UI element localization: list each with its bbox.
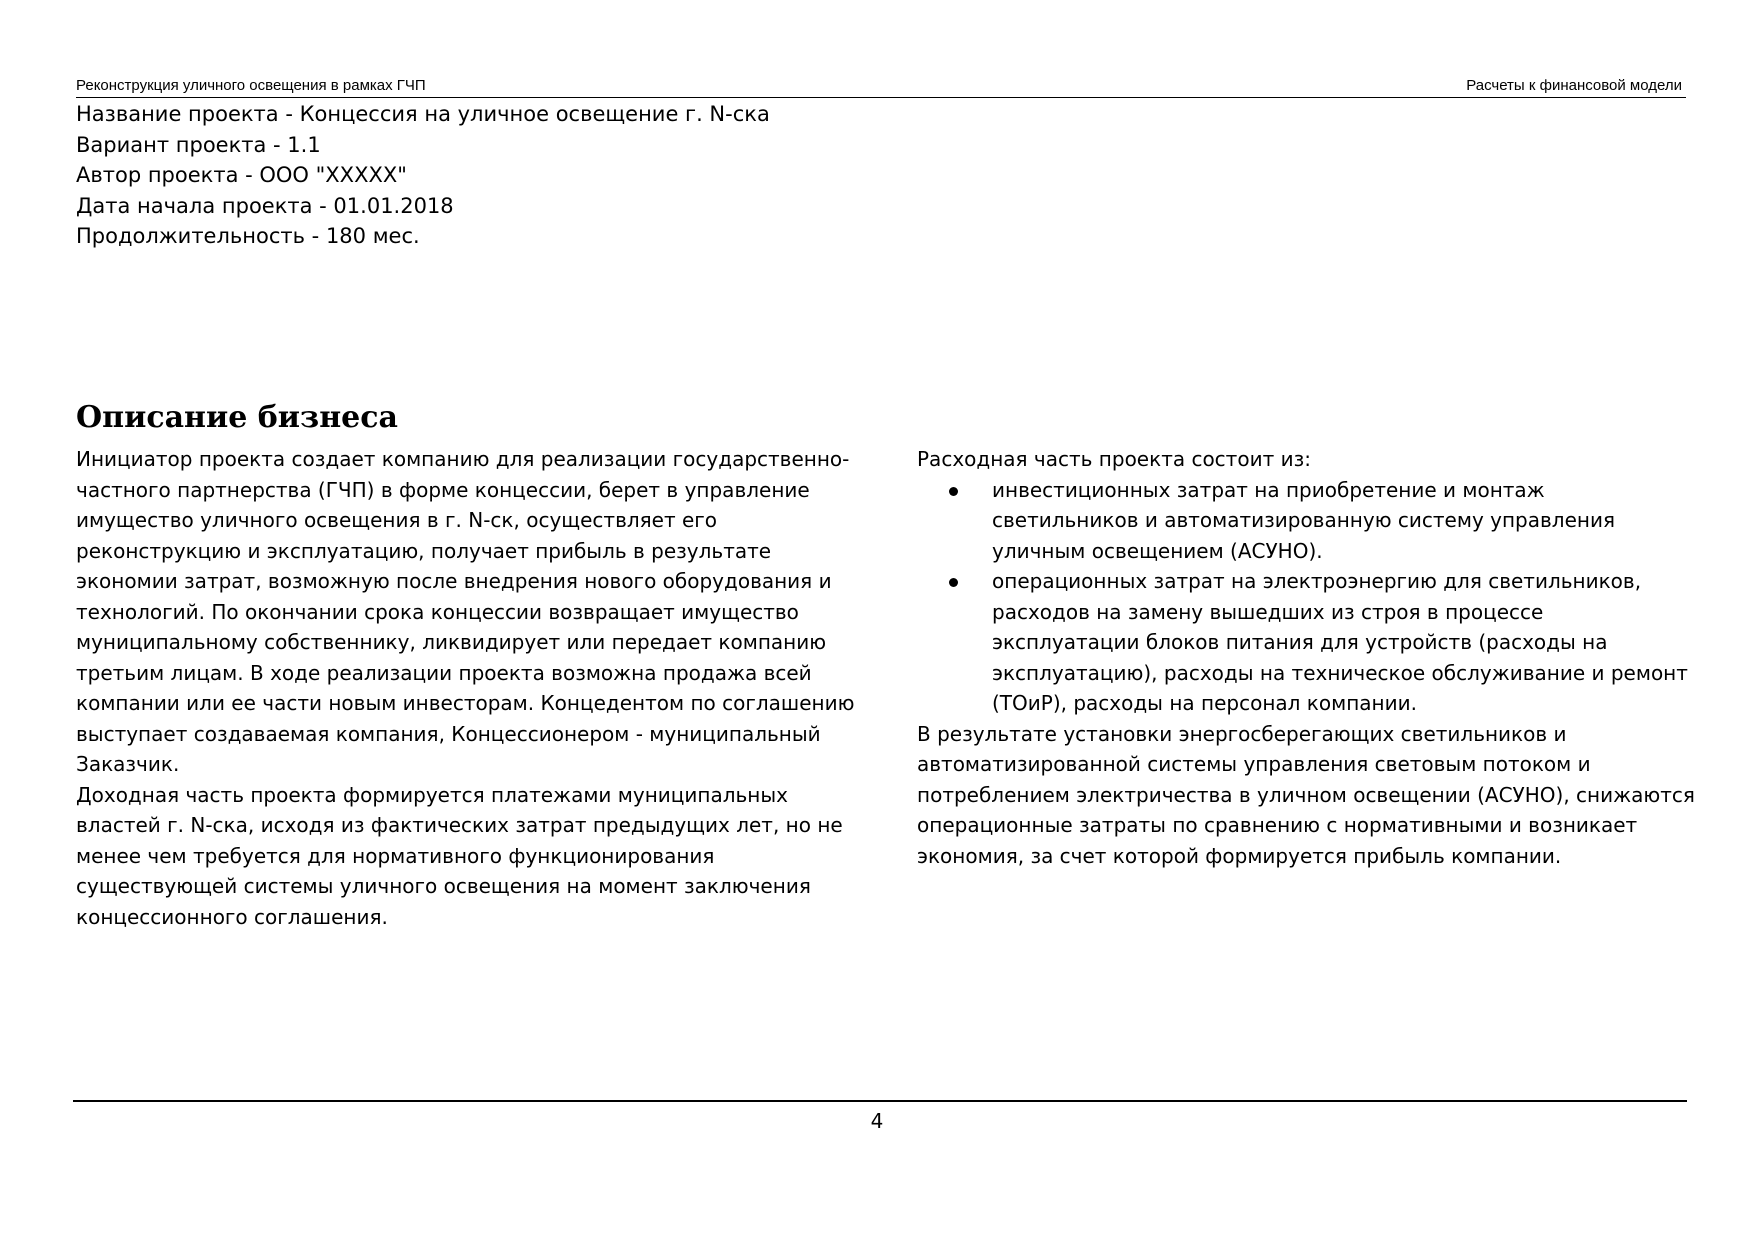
header-section-title: Расчеты к финансовой модели (1466, 77, 1682, 94)
page-number: 4 (870, 1109, 884, 1133)
list-item-text: инвестиционных затрат на приобретение и монтаж светильников и автоматизированную систему управления уличным освещением (АСУНО). (992, 477, 1615, 563)
project-start-date-line: Дата начала проекта - 01.01.2018 (76, 193, 454, 218)
project-name-line: Название проекта - Концессия на уличное освещение г. N-ска (76, 102, 770, 126)
list-item (917, 566, 1697, 719)
savings-paragraph: В результате установки энергосберегающих светильников и автоматизированной системы управления световым потоком и потреблением электричества в уличном освещении (АСУНО), снижаются операционные затраты по сравнению с нормативными и возникает экономия, за счет которой формируется прибыль компании. (917, 721, 1695, 868)
running-header (76, 75, 1686, 98)
project-duration-line: Продолжительность - 180 мес. (76, 224, 420, 248)
bullet-icon (949, 487, 958, 496)
business-overview-paragraph: Инициатор проекта создает компанию для реализации государственно-частного партнерства (ГЧП) в форме концессии, берет в управление имущество уличного освещения в г. N-ск, осуществляет его реконструкцию и эксплуатацию, получает прибыль в результате экономии затрат, возможную после внедрения нового оборудования и технологий. По окончании срока концессии возвращает имущество муниципальному собственнику, ликвидирует или передает компанию третьим лицам. В ходе реализации проекта возможна продажа всей компании или ее части новым инвесторам. Концедентом по соглашению выступает создаваемая компания, Концессионером - муниципальный Заказчик. (76, 447, 855, 776)
left-column (76, 444, 856, 932)
expenses-intro: Расходная часть проекта состоит из: (917, 447, 1311, 471)
revenue-paragraph: Доходная часть проекта формируется платежами муниципальных властей г. N-ска, исходя из фактических затрат предыдущих лет, но не менее чем требуется для нормативного функционирования существующей системы уличного освещения на момент заключения концессионного соглашения. (76, 782, 843, 929)
project-variant-line: Вариант проекта - 1.1 (76, 132, 321, 157)
list-item-text: операционных затрат на электроэнергию для светильников, расходов на замену вышедших из строя в процессе эксплуатации блоков питания для устройств (расходы на эксплуатацию), расходы на техническое обслуживание и ремонт (ТОиР), расходы на персонал компании. (992, 569, 1688, 715)
project-info (76, 99, 976, 252)
project-author-line: Автор проекта - ООО "ХХХХХ" (76, 163, 407, 187)
section-heading: Описание бизнеса (76, 400, 398, 435)
list-item (917, 475, 1697, 567)
right-column (917, 444, 1697, 871)
expenses-list (917, 475, 1697, 719)
bullet-icon (949, 578, 958, 587)
header-document-title: Реконструкция уличного освещения в рамках ГЧП (76, 77, 426, 94)
footer-divider (73, 1100, 1687, 1102)
